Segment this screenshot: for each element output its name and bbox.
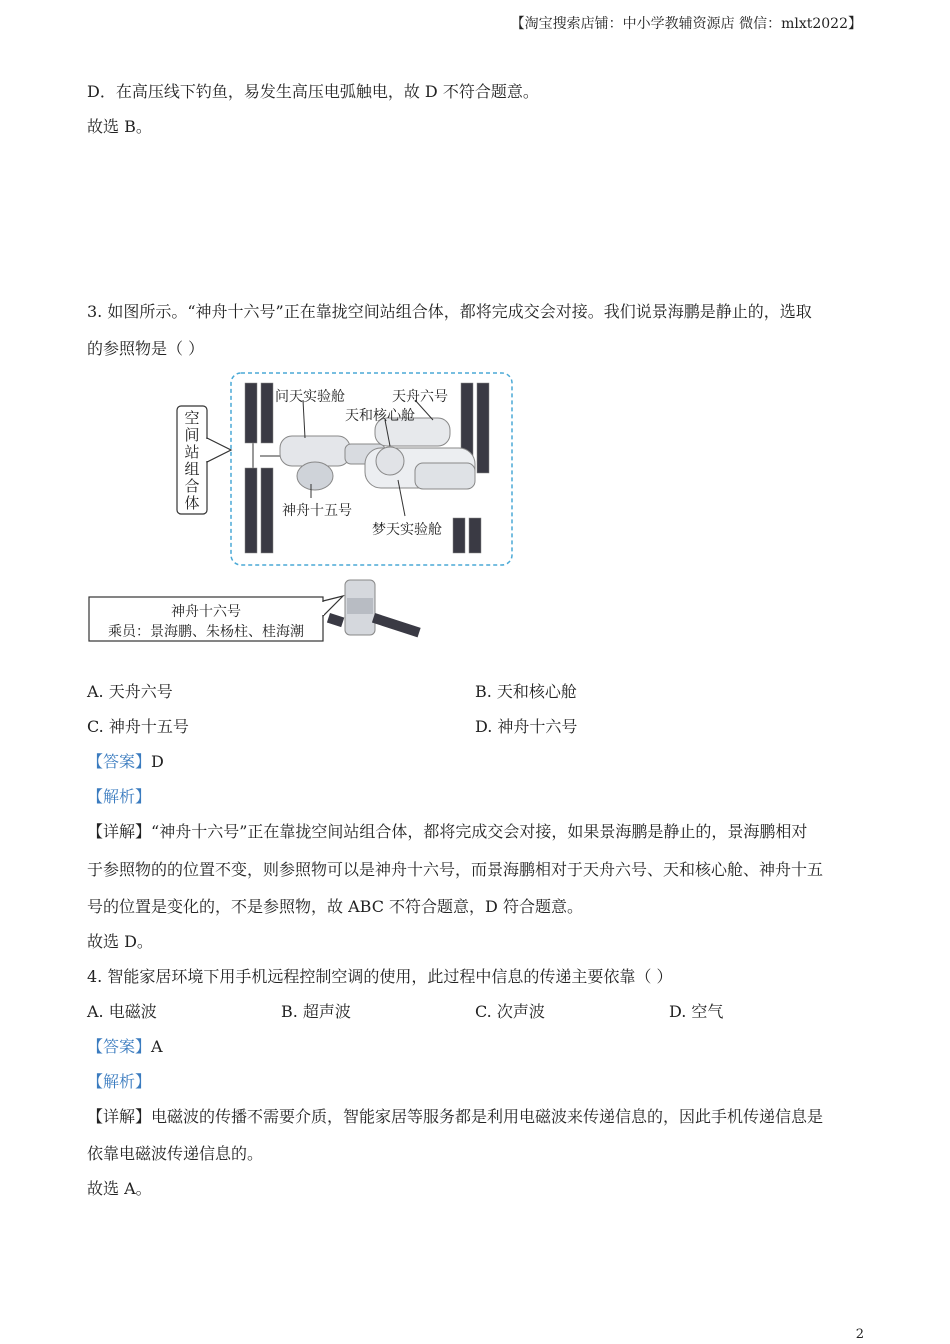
q3-analysis-tag: 【解析】	[87, 787, 152, 806]
q4-answer-value: A	[151, 1037, 163, 1056]
detail-tag: 【详解】	[87, 822, 152, 841]
shenzhou16-label: 神舟十六号	[171, 604, 241, 620]
q3-option-a: A. 天舟六号	[87, 682, 173, 701]
q3-answer-value: D	[151, 752, 164, 771]
crew-label: 乘员：景海鹏、朱杨柱、桂海潮	[108, 624, 304, 640]
q3-selection: 故选 D。	[87, 932, 153, 951]
q4-detail-line1	[87, 1107, 823, 1127]
shenzhou15-craft	[297, 462, 333, 490]
wentian-label: 问天实验舱	[275, 389, 345, 405]
q2-option-d-explain: D．在高压线下钓鱼，易发生高压电弧触电，故 D 不符合题意。	[87, 82, 539, 101]
q3-stem-line1: 3. 如图所示。“神舟十六号”正在靠拢空间站组合体，都将完成交会对接。我们说景海鹏是静止的，选取	[87, 302, 812, 321]
q4-option-d: D. 空气	[669, 1002, 724, 1021]
q3-detail-line1	[87, 822, 807, 842]
shenzhou15-label: 神舟十五号	[282, 503, 352, 519]
q3-option-c: C. 神舟十五号	[87, 717, 189, 736]
q4-answer	[87, 1037, 163, 1057]
q4-option-b: B. 超声波	[281, 1002, 351, 1021]
station-label: 空间站组合体	[184, 409, 200, 512]
q4-detail-text1: 电磁波的传播不需要介质，智能家居等服务都是利用电磁波来传递信息的，因此手机传递信息是	[151, 1107, 824, 1126]
tianhe-label: 天和核心舱	[345, 408, 415, 424]
q4-option-c: C. 次声波	[475, 1002, 545, 1021]
detail-tag: 【详解】	[87, 1107, 152, 1126]
q4-selection: 故选 A。	[87, 1179, 152, 1198]
q2-selection: 故选 B。	[87, 117, 152, 136]
q3-detail-line2: 于参照物的的位置不变，则参照物可以是神舟十六号，而景海鹏相对于天舟六号、天和核心舱、神舟十五	[87, 860, 824, 879]
q4-stem: 4. 智能家居环境下用手机远程控制空调的使用，此过程中信息的传递主要依靠（ ）	[87, 967, 673, 986]
q3-stem-line2: 的参照物是（ ）	[87, 339, 205, 358]
answer-tag: 【答案】	[87, 752, 152, 771]
q3-option-b: B. 天和核心舱	[475, 682, 577, 701]
page-number: 2	[855, 1327, 864, 1342]
q4-detail-line2: 依靠电磁波传递信息的。	[87, 1144, 264, 1163]
answer-tag: 【答案】	[87, 1037, 152, 1056]
space-station-figure	[85, 368, 515, 658]
q4-option-a: A. 电磁波	[87, 1002, 157, 1021]
q4-analysis-tag: 【解析】	[87, 1072, 152, 1091]
q3-detail-line3: 号的位置是变化的，不是参照物，故 ABC 不符合题意，D 符合题意。	[87, 897, 583, 916]
q3-option-d: D. 神舟十六号	[475, 717, 578, 736]
mengtian-label: 梦天实验舱	[372, 522, 442, 538]
tianzhou-label: 天舟六号	[392, 389, 448, 405]
page-header: 【淘宝搜索店铺：中小学教辅资源店 微信：mlxt2022】	[510, 16, 862, 32]
q3-answer	[87, 752, 164, 772]
shenzhou16-craft	[327, 580, 421, 637]
q3-detail-text1: “神舟十六号”正在靠拢空间站组合体，都将完成交会对接，如果景海鹏是静止的，景海鹏相对	[151, 822, 808, 841]
